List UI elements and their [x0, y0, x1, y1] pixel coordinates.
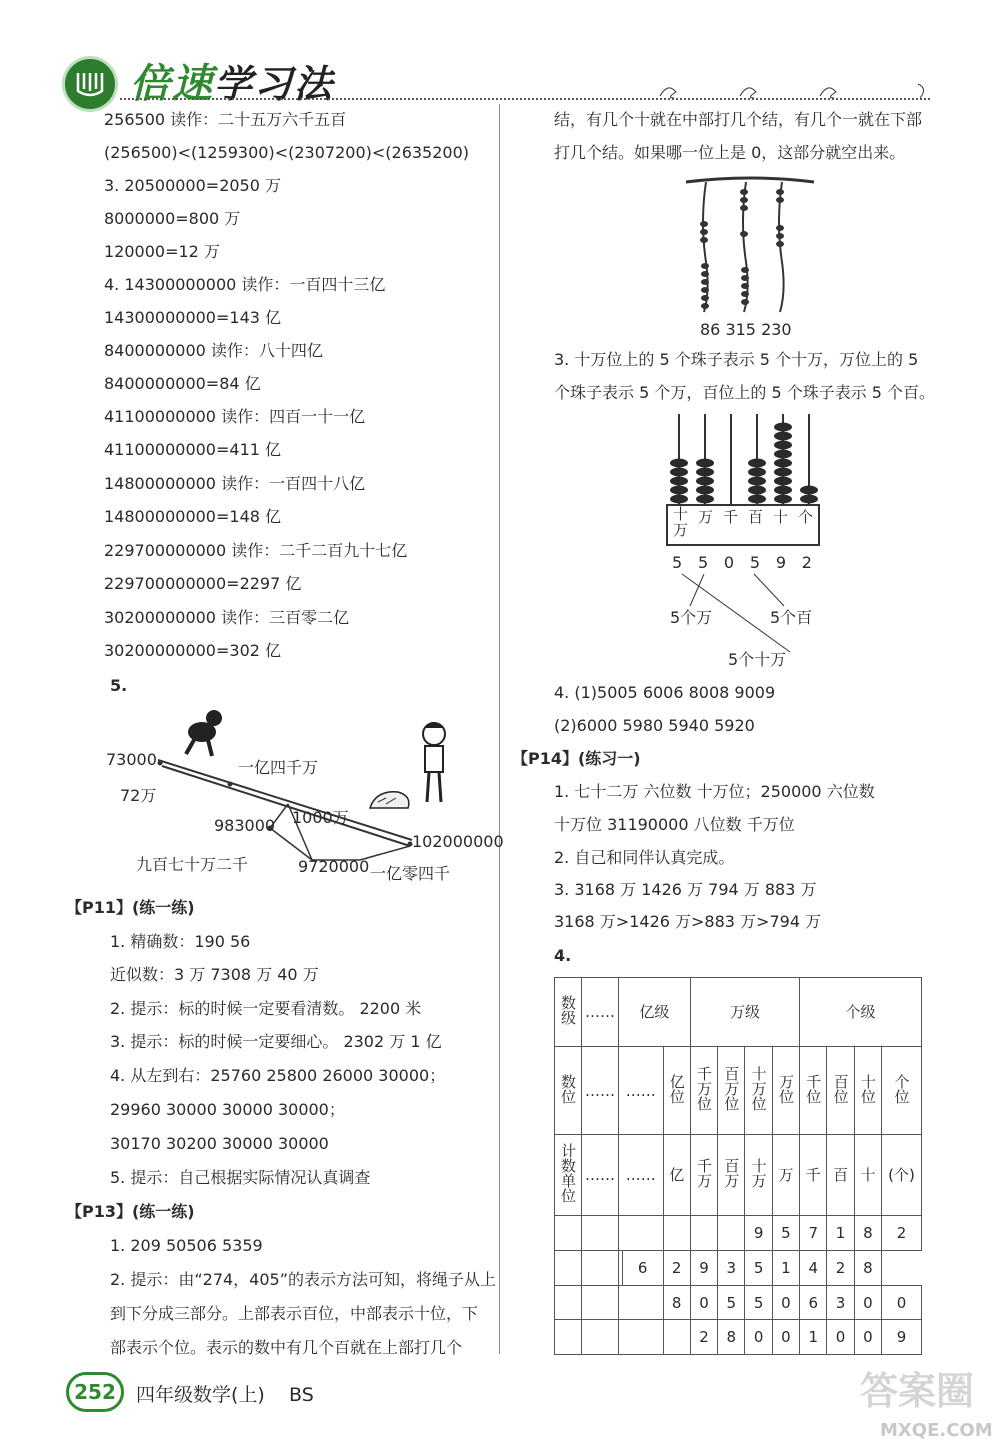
- fig-label: 一亿四千万: [238, 758, 319, 777]
- question-number: 4.: [554, 946, 572, 965]
- abacus-bead: [696, 486, 714, 495]
- table-cell: 百: [827, 1134, 854, 1216]
- abacus-bead: [696, 468, 714, 477]
- text-line: (2)6000 5980 5940 5920: [554, 716, 755, 735]
- table-cell: [555, 1320, 582, 1355]
- abacus-bead: [696, 459, 714, 468]
- abacus-bead: [670, 477, 688, 486]
- text-line: 3. 十万位上的 5 个珠子表示 5 个十万，万位上的 5: [554, 350, 919, 369]
- section-heading: 【P11】(练一练): [66, 898, 195, 917]
- abacus-bead: [670, 495, 688, 504]
- text-line: 4. (1)5005 6006 8008 9009: [554, 683, 776, 702]
- knot-rope-figure: [680, 170, 820, 320]
- table-cell: 千万: [690, 1134, 717, 1216]
- table-cell: 十位: [854, 1047, 881, 1135]
- abacus-note: 5个万: [670, 608, 713, 627]
- abacus-bead: [748, 477, 766, 486]
- abacus-digit: 9: [775, 553, 786, 572]
- text-line: 8000000=800 万: [104, 209, 241, 228]
- text-line: 30170 30200 30000 30000: [110, 1134, 329, 1153]
- text-line: 2. 提示：由“274，405”的表示方法可知，将绳子从上: [110, 1270, 497, 1289]
- knot-values: 86 315 230: [700, 320, 792, 339]
- text-line: 1. 精确数：190 56: [110, 932, 251, 951]
- text-line: 2. 提示：标的时候一定要看清数。 2200 米: [110, 999, 422, 1018]
- table-cell: [555, 1285, 582, 1320]
- table-cell: 8: [854, 1216, 881, 1251]
- table-cell: 十万: [745, 1134, 772, 1216]
- table-row: [555, 1047, 922, 1135]
- fig-label: 9720000: [298, 857, 370, 876]
- table-cell: ……: [619, 1134, 664, 1216]
- table-cell: 7: [800, 1216, 827, 1251]
- section-heading: 【P13】(练一练): [66, 1202, 195, 1221]
- table-row: [555, 1251, 922, 1286]
- table-cell: 5: [745, 1251, 772, 1286]
- abacus-bead: [774, 486, 792, 495]
- table-cell: 9: [745, 1216, 772, 1251]
- watermark-site: MXQE.COM: [880, 1420, 993, 1441]
- abacus-bead: [774, 468, 792, 477]
- abacus-bead: [774, 450, 792, 459]
- table-cell: 2: [690, 1320, 717, 1355]
- abacus-bead: [800, 495, 818, 504]
- fig-label: 102000000: [412, 832, 504, 851]
- table-cell: [663, 1216, 690, 1251]
- abacus-note: 5个百: [770, 608, 813, 627]
- text-line: 部表示个位。表示的数中有几个百就在上部打几个: [110, 1338, 463, 1357]
- text-line: 2. 自己和同伴认真完成。: [554, 848, 735, 867]
- text-line: 1. 七十二万 六位数 十万位；250000 六位数: [554, 782, 875, 801]
- table-cell: 数位: [555, 1047, 582, 1135]
- abacus-bead: [774, 441, 792, 450]
- table-cell: 千: [800, 1134, 827, 1216]
- abacus-label-box: [666, 504, 820, 546]
- header-swirl-icon: [650, 78, 940, 102]
- text-line: 8400000000=84 亿: [104, 374, 261, 393]
- table-cell: 十万位: [745, 1047, 772, 1135]
- text-line: 3168 万>1426 万>883 万>794 万: [554, 912, 822, 931]
- table-cell: 百位: [827, 1047, 854, 1135]
- table-cell: 千万位: [690, 1047, 717, 1135]
- table-cell: 万: [772, 1134, 799, 1216]
- logo-icon: [62, 56, 118, 112]
- abacus-bead: [696, 495, 714, 504]
- table-cell: 0: [882, 1285, 922, 1320]
- table-cell: 千位: [800, 1047, 827, 1135]
- text-line: 120000=12 万: [104, 242, 220, 261]
- fig-label: 72万: [120, 786, 157, 805]
- table-row: [555, 978, 922, 1047]
- table-cell: 2: [882, 1216, 922, 1251]
- table-cell: 百万位: [718, 1047, 745, 1135]
- table-cell: 0: [772, 1285, 799, 1320]
- text-line: 3. 20500000=2050 万: [104, 176, 282, 195]
- dog-icon: [186, 710, 222, 756]
- table-cell: 5: [772, 1216, 799, 1251]
- table-cell: 2: [827, 1251, 854, 1286]
- abacus-bead: [774, 423, 792, 432]
- table-cell: 数级: [555, 978, 582, 1047]
- text-line: 4. 14300000000 读作：一百四十三亿: [104, 275, 386, 294]
- table-cell: [555, 1251, 582, 1286]
- abacus-digit: 5: [697, 553, 709, 572]
- abacus-label: 万: [697, 508, 713, 526]
- text-line: 3. 提示：标的时候一定要细心。 2302 万 1 亿: [110, 1032, 442, 1051]
- table-cell: 2: [663, 1251, 690, 1286]
- table-cell: 万位: [772, 1047, 799, 1135]
- fig-label: 983000: [214, 816, 276, 835]
- table-cell: 6: [800, 1285, 827, 1320]
- text-line: 229700000000=2297 亿: [104, 574, 302, 593]
- abacus-bead: [774, 477, 792, 486]
- abacus-bead: [748, 486, 766, 495]
- table-cell: 5: [745, 1285, 772, 1320]
- table-cell: 8: [854, 1251, 881, 1286]
- abacus-bead: [800, 486, 818, 495]
- table-cell: 9: [690, 1251, 717, 1286]
- table-cell: [619, 1285, 664, 1320]
- table-cell: 1: [772, 1251, 799, 1286]
- abacus-digit: 2: [801, 553, 812, 572]
- table-cell: 3: [718, 1251, 745, 1286]
- table-cell: 9: [882, 1320, 922, 1355]
- text-line: 14800000000 读作：一百四十八亿: [104, 474, 366, 493]
- text-line: 41100000000=411 亿: [104, 440, 282, 459]
- table-cell: 个级: [800, 978, 922, 1047]
- table-cell: 0: [854, 1320, 881, 1355]
- table-cell: 个位: [882, 1047, 922, 1135]
- table-cell: 3: [827, 1285, 854, 1320]
- rock-icon: [370, 792, 409, 808]
- table-cell: [690, 1216, 717, 1251]
- question-number: 5.: [110, 676, 128, 695]
- abacus-bead: [774, 495, 792, 504]
- abacus-bead: [748, 495, 766, 504]
- table-cell: 1: [827, 1216, 854, 1251]
- table-cell: 计数单位: [555, 1134, 582, 1216]
- table-cell: [619, 1320, 664, 1355]
- abacus-figure: [660, 410, 830, 510]
- table-row: [555, 1216, 922, 1251]
- text-line: 41100000000 读作：四百一十一亿: [104, 407, 366, 426]
- table-cell: ……: [582, 1047, 619, 1135]
- fig-label: 九百七十万二千: [136, 855, 249, 874]
- table-cell: 5: [718, 1285, 745, 1320]
- text-line: 到下分成三部分。上部表示百位，中部表示十位，下: [110, 1304, 479, 1323]
- table-cell: 0: [854, 1285, 881, 1320]
- abacus-label: 千: [722, 508, 738, 526]
- table-cell: 8: [663, 1285, 690, 1320]
- table-cell: 4: [800, 1251, 827, 1286]
- abacus-digit: 0: [723, 553, 735, 572]
- abacus-digit: 5: [672, 553, 683, 572]
- table-cell: (个): [882, 1134, 922, 1216]
- text-line: 打几个结。如果哪一位上是 0，这部分就空出来。: [554, 143, 906, 162]
- table-cell: 0: [745, 1320, 772, 1355]
- table-cell: 0: [827, 1320, 854, 1355]
- table-cell: 0: [690, 1285, 717, 1320]
- abacus-bead: [748, 459, 766, 468]
- table-cell: 8: [718, 1320, 745, 1355]
- table-cell: [718, 1216, 745, 1251]
- text-line: 8400000000 读作：八十四亿: [104, 341, 323, 360]
- text-line: 14300000000=143 亿: [104, 308, 282, 327]
- watermark-logo: 答案圈: [860, 1369, 975, 1413]
- text-line: 个珠子表示 5 个万，百位上的 5 个珠子表示 5 个百。: [554, 383, 936, 402]
- abacus-label: 个: [797, 508, 813, 526]
- abacus-bead: [670, 486, 688, 495]
- table-cell: 亿级: [619, 978, 691, 1047]
- table-cell: [582, 1285, 619, 1320]
- abacus-bead: [748, 468, 766, 477]
- table-cell: [619, 1216, 664, 1251]
- text-line: (256500)<(1259300)<(2307200)<(2635200): [104, 143, 470, 162]
- text-line: 4. 从左到右：25760 25800 26000 30000；: [110, 1066, 446, 1085]
- text-line: 结，有几个十就在中部打几个结，有几个一就在下部: [554, 110, 923, 129]
- table-cell: 0: [772, 1320, 799, 1355]
- table-cell: ……: [619, 1047, 664, 1135]
- fig-label: 73000: [106, 750, 157, 769]
- table-cell: 万级: [690, 978, 799, 1047]
- abacus-bead: [774, 432, 792, 441]
- table-cell: ……: [582, 978, 619, 1047]
- text-line: 近似数：3 万 7308 万 40 万: [110, 965, 319, 984]
- abacus-bead: [670, 459, 688, 468]
- book-title: 四年级数学(上) BS: [136, 1384, 314, 1406]
- text-line: 十万位 31190000 八位数 千万位: [554, 815, 795, 834]
- abacus-note: 5个十万: [728, 650, 787, 669]
- abacus-label: 十: [772, 508, 788, 526]
- text-line: 1. 209 50506 5359: [110, 1236, 263, 1255]
- table-cell: [582, 1216, 619, 1251]
- fig-label: 一亿零四千: [370, 864, 451, 883]
- table-row: [555, 1285, 922, 1320]
- table-cell: [663, 1320, 690, 1355]
- table-cell: ……: [582, 1134, 619, 1216]
- text-line: 229700000000 读作：二千二百九十七亿: [104, 541, 408, 560]
- abacus-bead: [696, 477, 714, 486]
- table-cell: 亿位: [663, 1047, 690, 1135]
- abacus-bead: [774, 459, 792, 468]
- table-cell: 百万: [718, 1134, 745, 1216]
- table-cell: 十: [854, 1134, 881, 1216]
- table-cell: 亿: [663, 1134, 690, 1216]
- text-line: 5. 提示：自己根据实际情况认真调查: [110, 1168, 371, 1187]
- section-heading: 【P14】(练习一): [512, 749, 641, 768]
- text-line: 30200000000 读作：三百零二亿: [104, 608, 350, 627]
- table-cell: 6: [622, 1251, 663, 1286]
- page-number: 252: [66, 1372, 124, 1412]
- text-line: 29960 30000 30000 30000；: [110, 1100, 345, 1119]
- table-row: [555, 1320, 922, 1355]
- abacus-label: 十万: [672, 505, 688, 539]
- boy-icon: [423, 722, 445, 802]
- text-line: 256500 读作：二十五万六千五百: [104, 110, 347, 129]
- table-cell: 1: [800, 1320, 827, 1355]
- abacus-digit: 5: [749, 553, 761, 572]
- table-cell: [555, 1216, 582, 1251]
- place-value-table: [554, 977, 922, 1355]
- header-title: 倍速学习法: [130, 61, 335, 107]
- table-cell: [582, 1320, 619, 1355]
- text-line: 14800000000=148 亿: [104, 507, 282, 526]
- abacus-bead: [670, 468, 688, 477]
- table-cell: [582, 1251, 619, 1286]
- table-row: [555, 1134, 922, 1216]
- abacus-label: 百: [747, 508, 763, 526]
- fig-label: 1000万: [292, 808, 349, 827]
- text-line: 30200000000=302 亿: [104, 641, 282, 660]
- text-line: 3. 3168 万 1426 万 794 万 883 万: [554, 880, 817, 899]
